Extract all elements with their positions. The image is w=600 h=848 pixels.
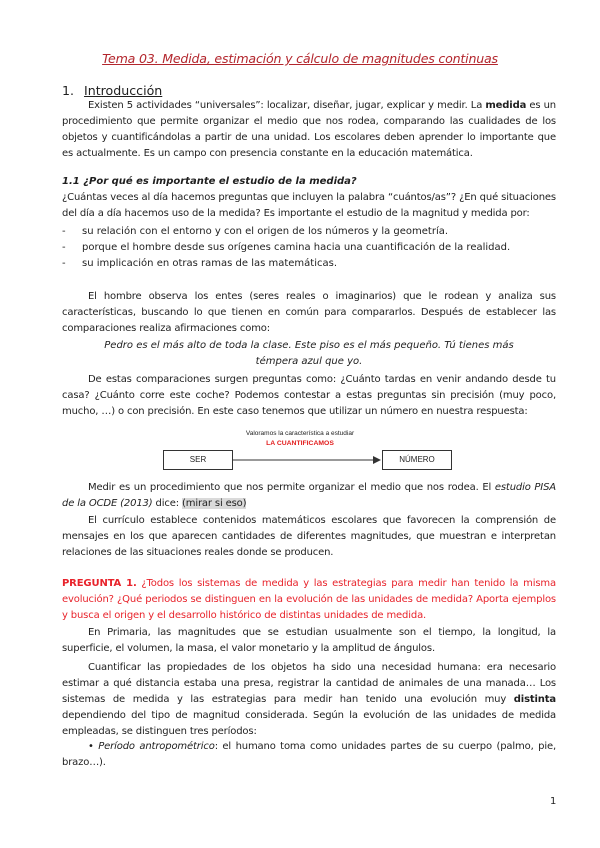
pregunta-text: ¿Todos los sistemas de medida y las estrategias para medir han tenido la misma evolución? ¿Qué periodos se distinguen en la evolución de las unidades de medida? Aporta ejemplos y busca el origen y el desarrollo histórico de distintas unidades de medida. <box>62 578 556 621</box>
list-item <box>62 224 556 240</box>
page-number: 1 <box>550 796 557 807</box>
medir-italic-ref: estudio PISA de la OCDE (2013) <box>62 482 556 509</box>
medir-highlight-note: (mirar si eso) <box>181 498 247 509</box>
list-item-text: su relación con el entorno y con el origen de los números y la geometría. <box>82 226 449 237</box>
intro-bold-term: medida <box>485 100 527 111</box>
curriculo-paragraph: El currículo establece contenidos matemáticos escolares que favorecen la comprensión de mensajes en los que aparecen cantidades de diferentes magnitudes, que muestran e interpretan relaciones de las situaciones reales donde se producen. <box>62 515 556 558</box>
period-antropometrico <box>62 739 556 771</box>
section-number: 1. <box>62 83 75 98</box>
bullet-dash: - <box>62 258 66 269</box>
diagram-box-numero: NÚMERO <box>382 450 452 470</box>
intro-text-1: Existen 5 actividades “universales”: localizar, diseñar, jugar, explicar y medir. La <box>88 100 486 111</box>
period-text: : el humano toma como unidades partes de su cuerpo (palmo, pie, brazo…). <box>62 741 556 768</box>
bullet-dash: - <box>62 242 66 253</box>
intro-paragraph <box>62 98 556 162</box>
cuantificar-paragraph <box>62 660 556 740</box>
pregunta-1 <box>62 576 556 624</box>
medir-text-1: Medir es un procedimiento que nos permite organizar el medio que nos rodea. El <box>88 482 495 493</box>
cuantificar-text-1: Cuantificar las propiedades de los objetos ha sido una necesidad humana: era necesario estimar a qué distancia estaba una presa, registrar la cantidad de animales de una manada… Los sistemas de medida y las estrategias para medir han tenido una evolución muy <box>62 662 556 705</box>
preguntas-paragraph: De estas comparaciones surgen preguntas como: ¿Cuánto tardas en venir andando desde tu casa? ¿Cuánto corre este coche? Podemos contestar a estas preguntas sin precisión (muy poco, mucho, …) o con precisión. En este caso tenemos que utilizar un número en nuestra respuesta: <box>62 374 556 417</box>
medir-text-2: dice: <box>152 498 182 509</box>
bullet-dot: • <box>88 741 94 752</box>
reasons-list <box>62 224 556 272</box>
primaria-paragraph: En Primaria, las magnitudes que se estudian usualmente son el tiempo, la longitud, la superficie, el volumen, la masa, el valor monetario y la amplitud de ángulos. <box>62 627 556 654</box>
bullet-dash: - <box>62 226 66 237</box>
cuantificar-bold-term: distinta <box>513 694 556 705</box>
list-item-text: porque el hombre desde sus orígenes camina hacia una cuantificación de la realidad. <box>82 242 511 253</box>
period-name: Período antropométrico <box>98 741 215 752</box>
diagram-box-ser: SER <box>163 450 233 470</box>
pregunta-label: PREGUNTA 1. <box>62 578 137 589</box>
section-title: Introducción <box>84 83 163 98</box>
diagram-caption: Valoramos la característica a estudiar <box>245 430 355 437</box>
example-quote: Pedro es el más alto de toda la clase. Este piso es el más pequeño. Tú tienes más témpera azul que yo. <box>104 340 514 367</box>
diagram-arrow <box>232 450 382 470</box>
medir-paragraph <box>62 480 556 512</box>
section-heading-introduccion <box>62 83 162 98</box>
diagram-red-label: LA CUANTIFICAMOS <box>266 440 334 447</box>
intro-text-2: es un procedimiento que permite organizar el medio que nos rodea, comparando las cualidades de los objetos y cuantificándolas a partir de una unidad. Los escolares deben aprender lo importante que es actualmente. Es un campo con presencia constante en la educación matemática. <box>62 100 556 159</box>
document-title: Tema 03. Medida, estimación y cálculo de magnitudes continuas <box>102 51 498 66</box>
subsection-heading: 1.1 ¿Por qué es importante el estudio de la medida? <box>62 176 357 187</box>
hombre-paragraph: El hombre observa los entes (seres reales o imaginarios) que le rodean y analiza sus características, buscando lo que tienen en común para compararlos. Después de establecer las comparaciones realiza afirmaciones como: <box>62 291 556 334</box>
list-item-text: su implicación en otras ramas de las matemáticas. <box>82 258 338 269</box>
cuantificar-text-2: dependiendo del tipo de magnitud considerada. Según la evolución de las unidades de medida empleadas, se distinguen tres períodos: <box>62 710 556 737</box>
list-item <box>62 256 556 272</box>
why-paragraph: ¿Cuántas veces al día hacemos preguntas que incluyen la palabra “cuántos/as”? ¿En qué situaciones del día a día hacemos uso de la medida? Es importante el estudio de la magnitud y medida por: <box>62 192 556 219</box>
list-item <box>62 240 556 256</box>
